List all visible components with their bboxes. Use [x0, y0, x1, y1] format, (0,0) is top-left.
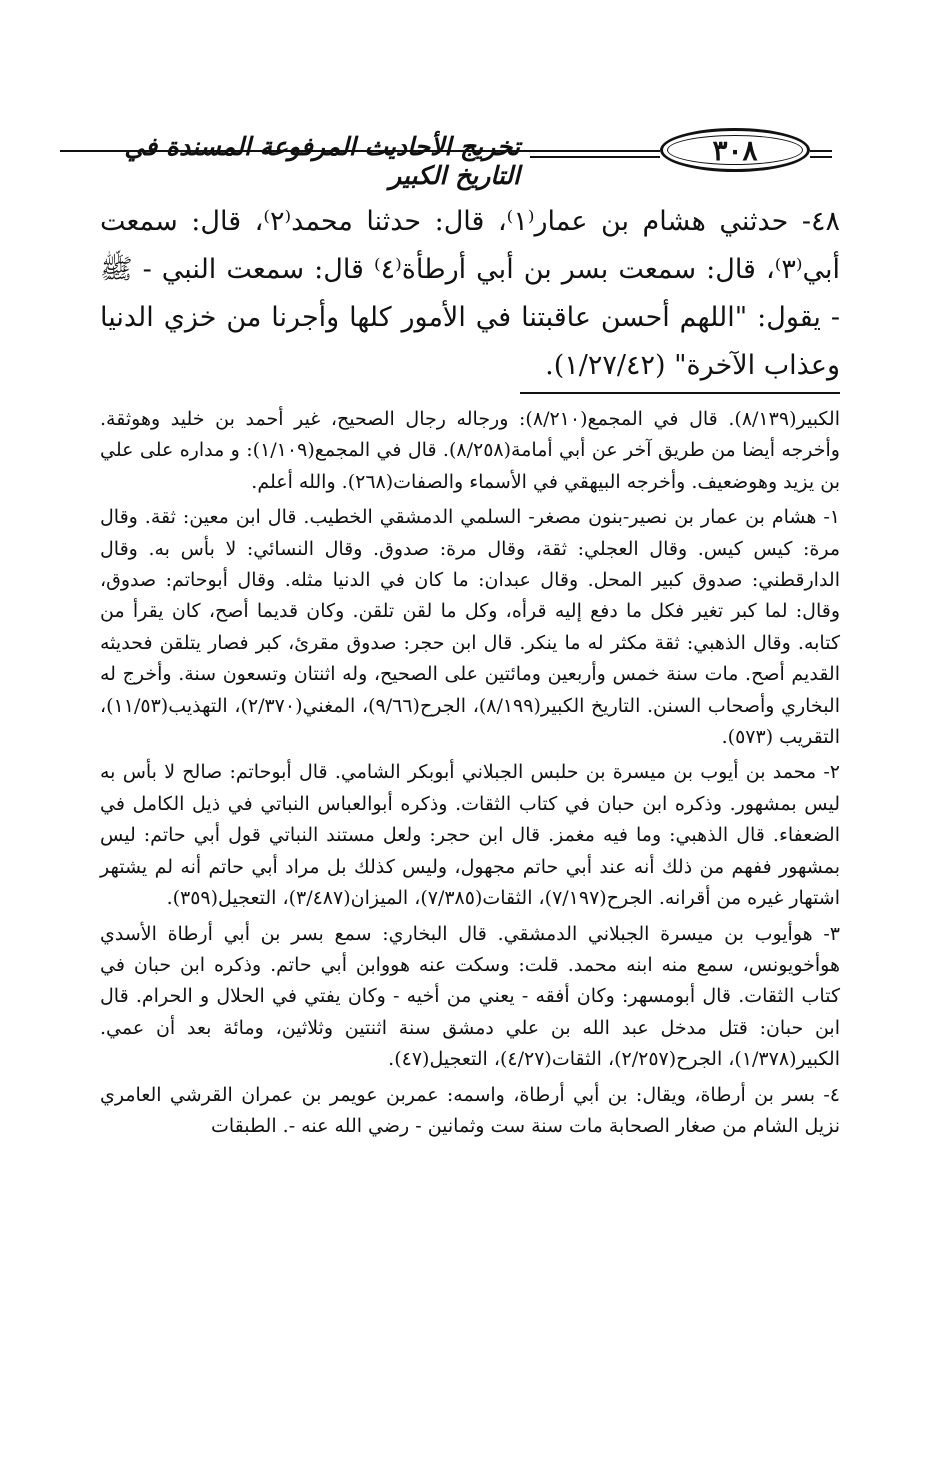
footnote-separator — [520, 392, 840, 394]
footnote-4: ٤- بسر بن أرطاة، ويقال: بن أبي أرطاة، واسمه: عمربن عويمر بن عمران القرشي العامري نزيل الشام من صغار الصحابة مات سنة ست وثمانين - رضي الله عنه -. الطبقات — [100, 1083, 840, 1137]
header-rule-right-inner — [810, 156, 832, 158]
header-rule-left-inner — [530, 156, 660, 158]
header-rule-right — [810, 150, 832, 152]
footnote-continuation: الكبير(٨/١٣٩). قال في المجمع(٨/٢١٠): ورجاله رجال الصحيح، غير أحمد بن خليد وهوثقة. وأخرجه أيضا من طريق آخر عن أبي أمامة(٨/٢٥٨). قال في المجمع(١/١٠٩): و مداره على علي بن يزيد وهوضعيف. وأخرجه البيهقي في الأسماء والصفات(٢٦٨). والله أعلم. — [100, 408, 840, 493]
hadith-48: ٤٨- حدثني هشام بن عمار⁽١⁾، قال: حدثنا محمد⁽٢⁾، قال: سمعت أبي⁽٣⁾، قال: سمعت بسر بن أبي أرطأة⁽٤⁾ قال: سمعت النبي - ﷺ - يقول: "اللهم أحسن عاقبتنا في الأمور كلها وأجرنا من خزي الدنيا وعذاب الآخرة" (١/٢٧/٤٢). — [100, 206, 841, 381]
page-header — [60, 128, 830, 190]
footnote-2: ٢- محمد بن أيوب بن ميسرة بن حلبس الجبلاني أبوبكر الشامي. قال أبوحاتم: صالح لا بأس به ليس بمشهور. وذكره ابن حبان في كتاب الثقات. وذكره أبوالعباس النباتي في ذيل الكامل في الضعفاء. قال الذهبي: وما فيه مغمز. قال ابن حجر: ولعل مستند النباتي قول أبي حاتم: ليس بمشهور ففهم من ذلك أنه عند أبي حاتم مجهول، وليس كذلك بل مراد أبي حاتم أنه لم يشتهر اشتهار غيره من أقرانه. الجرح(٧/١٩٧)، الثقات(٧/٣٨٥)، الميزان(٣/٤٨٧)، التعجيل(٣٥٩). — [100, 761, 840, 910]
hadith-text-block — [100, 198, 840, 390]
running-title: تخريج الأحاديث المرفوعة المسندة في التاريخ الكبير — [124, 132, 520, 190]
footnote-1: ١- هشام بن عمار بن نصير-بنون مصغر- السلمي الدمشقي الخطيب. قال ابن معين: ثقة. وقال مرة: كيس كيس. وقال العجلي: ثقة، وقال مرة: صدوق. وقال النسائي: لا بأس به. وقال الدارقطني: صدوق كبير المحل. وقال عبدان: ما كان في الدنيا مثله. وقال أبوحاتم: صدوق، وقال: لما كبر تغير فكل ما دفع إليه قرأه، وكل ما لقن تلقن. وكان قديما أصح، كان يقرأ من كتابه. وقال الذهبي: ثقة مكثر له ما ينكر. قال ابن حجر: صدوق مقرئ، كبر فصار يتلقن فحديثه القديم أصح. مات سنة خمس وأربعين ومائتين على الصحيح، وله اثنتان وتسعون سنة. وأخرج له البخاري وأصحاب السنن. التاريخ الكبير(٨/١٩٩)، الجرح(٩/٦٦)، المغني(٢/٣٧٠)، التهذيب(١١/٥٣)، التقريب (٥٧٣). — [100, 506, 840, 749]
footnote-3: ٣- هوأيوب بن ميسرة الجبلاني الدمشقي. قال البخاري: سمع بسر بن أبي أرطاة الأسدي هوأخويونس، سمع منه ابنه محمد. قلت: وسكت عنه هووابن أبي حاتم. وذكره ابن حبان في كتاب الثقات. قال أبومسهر: وكان أفقه - يعني من أخيه - وكان يفتي في الحلال و الحرام. قال ابن حبان: قتل مدخل عبد الله بن علي دمشق سنة اثنتين وثلاثين، ومائة بعد أن عمي. الكبير(١/٣٧٨)، الجرح(٢/٢٥٧)، الثقات(٤/٢٧)، التعجيل(٤٧). — [100, 922, 840, 1071]
footnotes — [100, 404, 840, 1142]
page-number: ٣٠٨ — [660, 128, 810, 172]
